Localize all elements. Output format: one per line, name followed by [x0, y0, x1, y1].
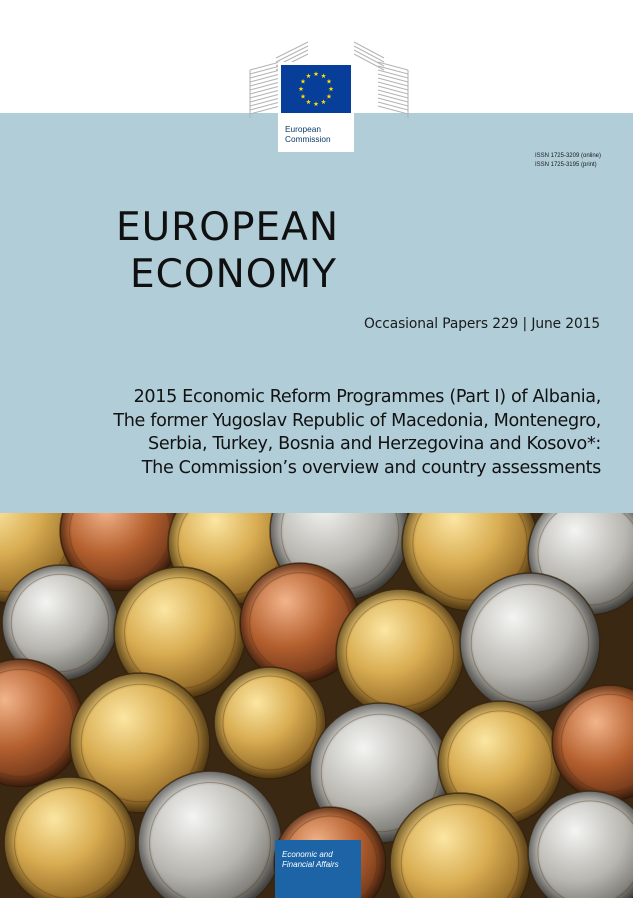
logo-org-line-2: Commission — [285, 134, 331, 144]
logo-card — [278, 62, 354, 152]
badge-line-1: Economic and — [282, 850, 333, 859]
subtitle-line-1: 2015 Economic Reform Programmes (Part I) of Albania, — [133, 387, 601, 407]
issn-online: ISSN 1725-3209 (online) — [534, 153, 601, 159]
subtitle-line-2: The former Yugoslav Republic of Macedonia, Montenegro, — [113, 410, 601, 431]
coin-shade — [336, 589, 464, 717]
issue-info: Occasional Papers 229 | June 2015 — [363, 316, 600, 332]
paper-subtitle — [41, 386, 601, 480]
issn-block — [535, 152, 601, 170]
series-title-line-1: EUROPEAN — [116, 205, 339, 250]
eu-flag-icon — [281, 65, 351, 113]
badge-line-2: Financial Affairs — [282, 860, 339, 869]
subtitle-line-4: The Commission’s overview and country assessments — [141, 457, 601, 478]
dg-ecfin-badge — [275, 840, 361, 898]
logo-org-line-1: European — [285, 124, 321, 134]
european-commission-logo[interactable] — [246, 34, 412, 147]
subtitle-line-3: Serbia, Turkey, Bosnia and Herzegovina and Kosovo*: — [148, 434, 601, 454]
logo-org-name — [285, 124, 331, 144]
coin-shade — [214, 667, 326, 779]
coin-shade — [460, 573, 600, 713]
series-title-line-2: ECONOMY — [130, 252, 337, 297]
issn-print: ISSN 1725-3195 (print) — [534, 162, 597, 168]
